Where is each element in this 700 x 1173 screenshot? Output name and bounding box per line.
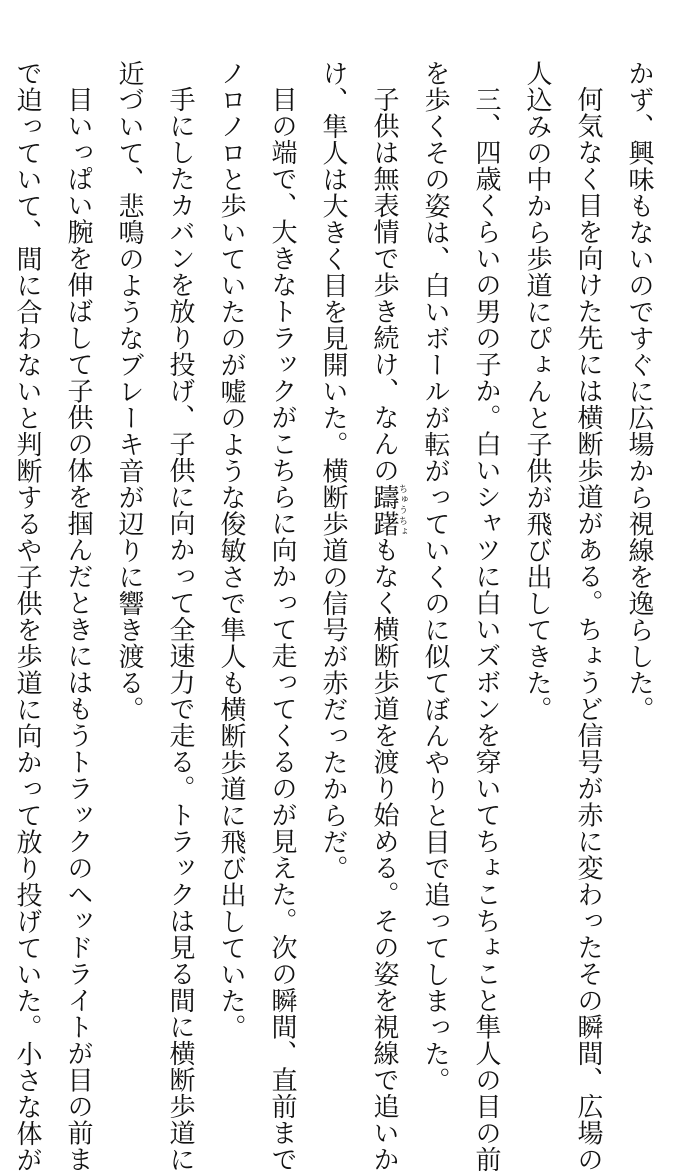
text-line: かず、興味もないのですぐに広場から視線を逸らした。 xyxy=(624,60,654,723)
vertical-text-block xyxy=(12,60,664,1173)
text-segment: もなく横断歩道を渡り始める。その姿を視線で追いか xyxy=(369,536,399,1173)
text-line: 目いっぱい腕を伸ばして子供の体を掴んだときにはもうトラックのヘッドライトが目の前ま xyxy=(63,86,93,1173)
text-line: を歩くその姿は、白いボールが転がっていくのに似てぼんやりと目で追ってしまった。 xyxy=(420,60,450,1094)
text-line-with-ruby xyxy=(358,60,409,1173)
text-line: 目の端で、大きなトラックがこちらに向かって走ってくるのが見えた。次の瞬間、直前まで xyxy=(267,86,297,1173)
text-line: け、隼人は大きく目を見開いた。横断歩道の信号が赤だったからだ。 xyxy=(318,60,348,882)
text-line: 人込みの中から歩道にぴょんと子供が飛び出してきた。 xyxy=(522,60,552,723)
text-line: で迫っていて、間に合わないと判断するや子供を歩道に向かって放り投げていた。小さな体が xyxy=(12,60,42,1173)
text-line: 近づいて、悲鳴のようなブレーキ音が辺りに響き渡る。 xyxy=(114,60,144,723)
text-line: 何気なく目を向けた先には横断歩道がある。ちょうど信号が赤に変わったその瞬間、広場の xyxy=(573,86,603,1173)
text-line: 手にしたカバンを放り投げ、子供に向かって全速力で走る。トラックは見る間に横断歩道に xyxy=(165,86,195,1173)
text-segment: 子供は無表情で歩き続け、なんの xyxy=(369,86,399,484)
text-line: ノロノロと歩いていたのが嘘のような俊敏さで隼人も横断歩道に飛び出していた。 xyxy=(216,60,246,1041)
ruby-word xyxy=(369,483,407,537)
text-line: 三、四歳くらいの男の子か。白いシャツに白いズボンを穿いてちょこちょこと隼人の目の前 xyxy=(471,86,501,1173)
ruby-reading: ちゅうちょ xyxy=(397,483,407,537)
ruby-base: 躊躇 xyxy=(369,483,399,537)
text-line xyxy=(0,60,1,960)
